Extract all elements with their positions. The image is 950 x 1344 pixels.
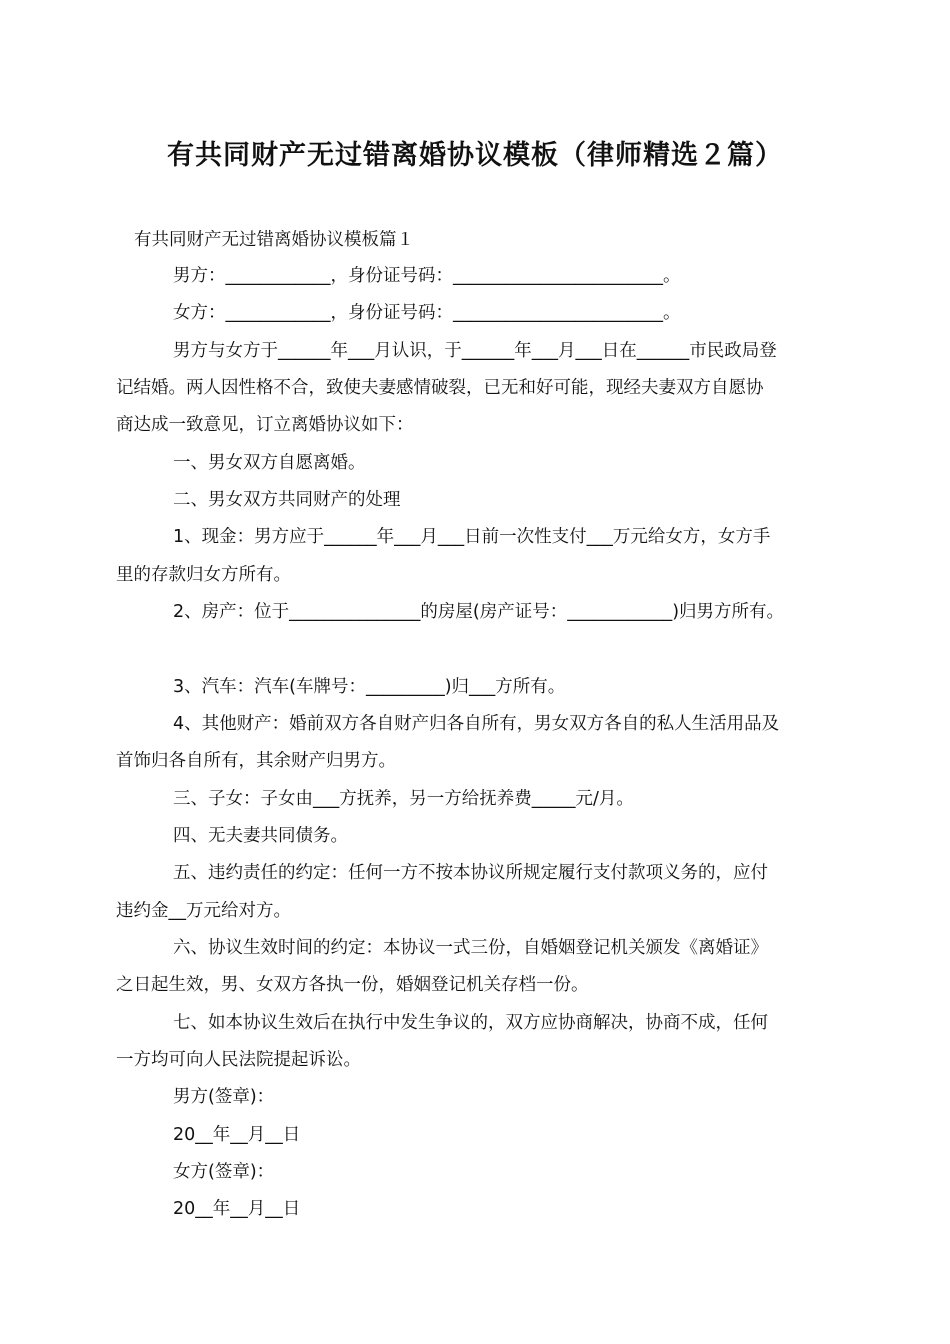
intro-paragraph: 商达成一致意见，订立离婚协议如下： [116,415,414,435]
clause-car: 3、汽车：汽车(车牌号：_________)归___方所有。 [173,677,566,697]
section-subtitle: 有共同财产无过错离婚协议模板篇１ [134,230,414,250]
clause-liability: 违约金__万元给对方。 [116,901,291,921]
clause-debt: 四、无夫妻共同债务。 [173,826,348,846]
clause-dispute: 七、如本协议生效后在执行中发生争议的，双方应协商解决，协商不成，任何 [173,1013,768,1033]
clause-liability: 五、违约责任的约定：任何一方不按本协议所规定履行支付款项义务的，应付 [173,863,768,883]
female-party-line: 女方：____________，身份证号码：________________________。 [173,303,681,323]
intro-paragraph: 记结婚。两人因性格不合，致使夫妻感情破裂，已无和好可能，现经夫妻双方自愿协 [116,378,764,398]
male-party-line: 男方：____________，身份证号码：________________________。 [173,266,681,286]
clause-other-property: 4、其他财产：婚前双方各自财产归各自所有，男女双方各自的私人生活用品及 [173,714,780,734]
clause-cash: 1、现金：男方应于______年___月___日前一次性支付___万元给女方，女方手 [173,527,771,547]
female-signature: 女方(签章)： [173,1162,275,1182]
clause-2-heading: 二、男女双方共同财产的处理 [173,490,401,510]
document-title: 有共同财产无过错离婚协议模板（律师精选２篇） [167,140,783,171]
clause-cash: 里的存款归女方所有。 [116,565,291,585]
clause-other-property: 首饰归各自所有，其余财产归男方。 [116,751,396,771]
clause-effective: 之日起生效，男、女双方各执一份，婚姻登记机关存档一份。 [116,975,589,995]
male-signature-date: 20__年__月__日 [173,1125,301,1145]
clause-1: 一、男女双方自愿离婚。 [173,453,366,473]
female-signature-date: 20__年__月__日 [173,1199,301,1219]
clause-dispute: 一方均可向人民法院提起诉讼。 [116,1050,361,1070]
clause-property: 2、房产：位于_______________的房屋(房产证号：____________)归男方所有。 [173,602,785,622]
clause-children: 三、子女：子女由___方抚养，另一方给抚养费_____元/月。 [173,789,634,809]
intro-paragraph: 男方与女方于______年___月认识，于______年___月___日在______市民政局登 [173,341,777,361]
male-signature: 男方(签章)： [173,1087,275,1107]
clause-effective: 六、协议生效时间的约定：本协议一式三份，自婚姻登记机关颁发《离婚证》 [173,938,768,958]
